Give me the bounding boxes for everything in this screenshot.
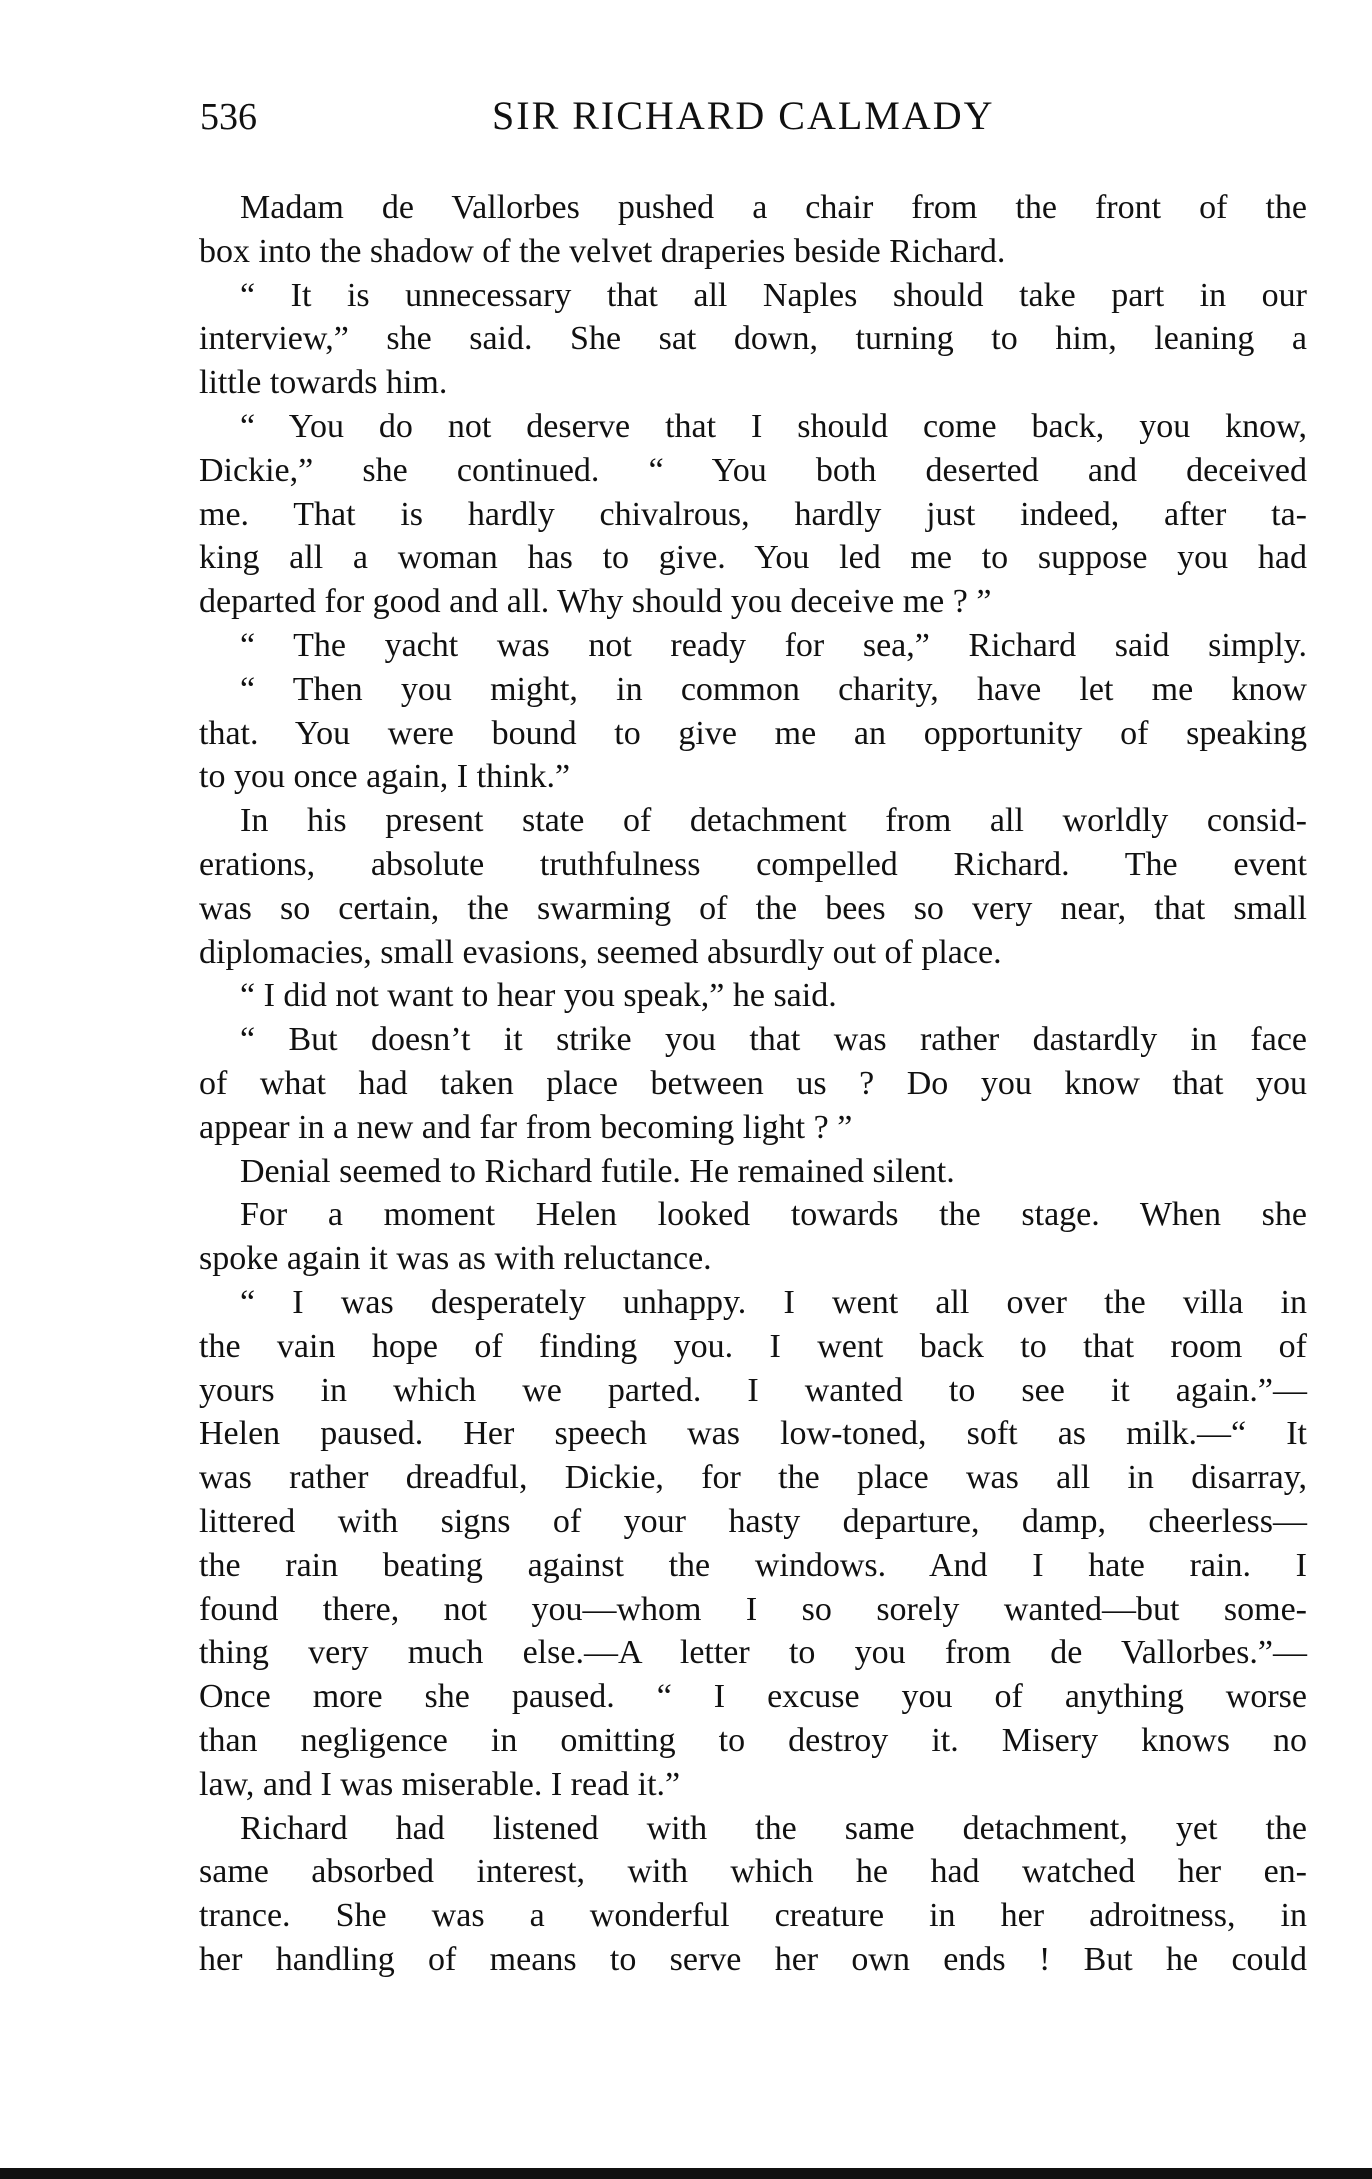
text-line: Dickie,” she continued. “ You both deserted and deceived	[199, 451, 1307, 489]
text-line: law, and I was miserable. I read it.”	[199, 1765, 681, 1803]
text-line: “ But doesn’t it strike you that was rather dastardly in face	[240, 1021, 1307, 1059]
text-line: “ The yacht was not ready for sea,” Richard said simply.	[240, 627, 1307, 664]
text-line: found there, not you—whom I so sorely wanted—but some-	[199, 1590, 1307, 1628]
text-line: littered with signs of your hasty departure, damp, cheerless—	[199, 1503, 1307, 1540]
running-title: SIR RICHARD CALMADY	[492, 93, 995, 138]
text-line: yours in which we parted. I wanted to see it again.”—	[199, 1371, 1307, 1409]
text-line: the vain hope of finding you. I went back to that room of	[199, 1327, 1307, 1365]
text-line: thing very much else.—A letter to you from de Vallorbes.”—	[199, 1634, 1307, 1672]
text-line: erations, absolute truthfulness compelled Richard. The event	[199, 846, 1307, 883]
text-line: was so certain, the swarming of the bees so very near, that small	[199, 889, 1307, 927]
text-line: appear in a new and far from becoming light ? ”	[199, 1108, 853, 1146]
text-line: Denial seemed to Richard futile. He remained silent.	[240, 1152, 955, 1190]
text-line: Once more she paused. “ I excuse you of anything worse	[199, 1678, 1307, 1716]
text-line: “ It is unnecessary that all Naples should take part in our	[240, 276, 1307, 314]
text-line: departed for good and all. Why should you deceive me ? ”	[199, 583, 992, 621]
text-line: interview,” she said. She sat down, turning to him, leaning a	[199, 320, 1307, 358]
text-line: “ You do not deserve that I should come back, you know,	[240, 408, 1307, 445]
text-line: spoke again it was as with reluctance.	[199, 1240, 712, 1278]
scan-bottom-edge	[0, 2168, 1372, 2179]
text-line: “ I was desperately unhappy. I went all over the villa in	[240, 1284, 1307, 1321]
text-line: the rain beating against the windows. And I hate rain. I	[199, 1546, 1307, 1584]
text-line: diplomacies, small evasions, seemed absurdly out of place.	[199, 933, 1002, 971]
text-line: Richard had listened with the same detachment, yet the	[240, 1809, 1307, 1847]
text-line: that. You were bound to give me an opportunity of speaking	[199, 714, 1307, 752]
text-line: “ Then you might, in common charity, have let me know	[240, 670, 1307, 708]
text-line: trance. She was a wonderful creature in her adroitness, in	[199, 1897, 1307, 1935]
text-line: king all a woman has to give. You led me to suppose you had	[199, 539, 1307, 577]
text-line: little towards him.	[199, 364, 448, 402]
text-line: For a moment Helen looked towards the stage. When she	[240, 1196, 1307, 1234]
text-line: Madam de Vallorbes pushed a chair from the front of the	[240, 189, 1307, 226]
page-number: 536	[200, 96, 257, 138]
text-line: than negligence in omitting to destroy it. Misery knows no	[199, 1722, 1307, 1759]
text-line: Helen paused. Her speech was low-toned, soft as milk.—“ It	[199, 1415, 1307, 1453]
text-line: of what had taken place between us ? Do you know that you	[199, 1065, 1307, 1102]
text-line: her handling of means to serve her own ends ! But he could	[199, 1941, 1307, 1978]
text-line: me. That is hardly chivalrous, hardly just indeed, after ta-	[199, 495, 1307, 533]
text-line: same absorbed interest, with which he had watched her en-	[199, 1853, 1307, 1891]
text-line: to you once again, I think.”	[199, 758, 571, 796]
text-line: “ I did not want to hear you speak,” he said.	[240, 977, 837, 1015]
text-line: box into the shadow of the velvet draperies beside Richard.	[199, 232, 1006, 270]
text-line: was rather dreadful, Dickie, for the place was all in disarray,	[199, 1459, 1307, 1497]
text-line: In his present state of detachment from all worldly consid-	[240, 802, 1307, 840]
